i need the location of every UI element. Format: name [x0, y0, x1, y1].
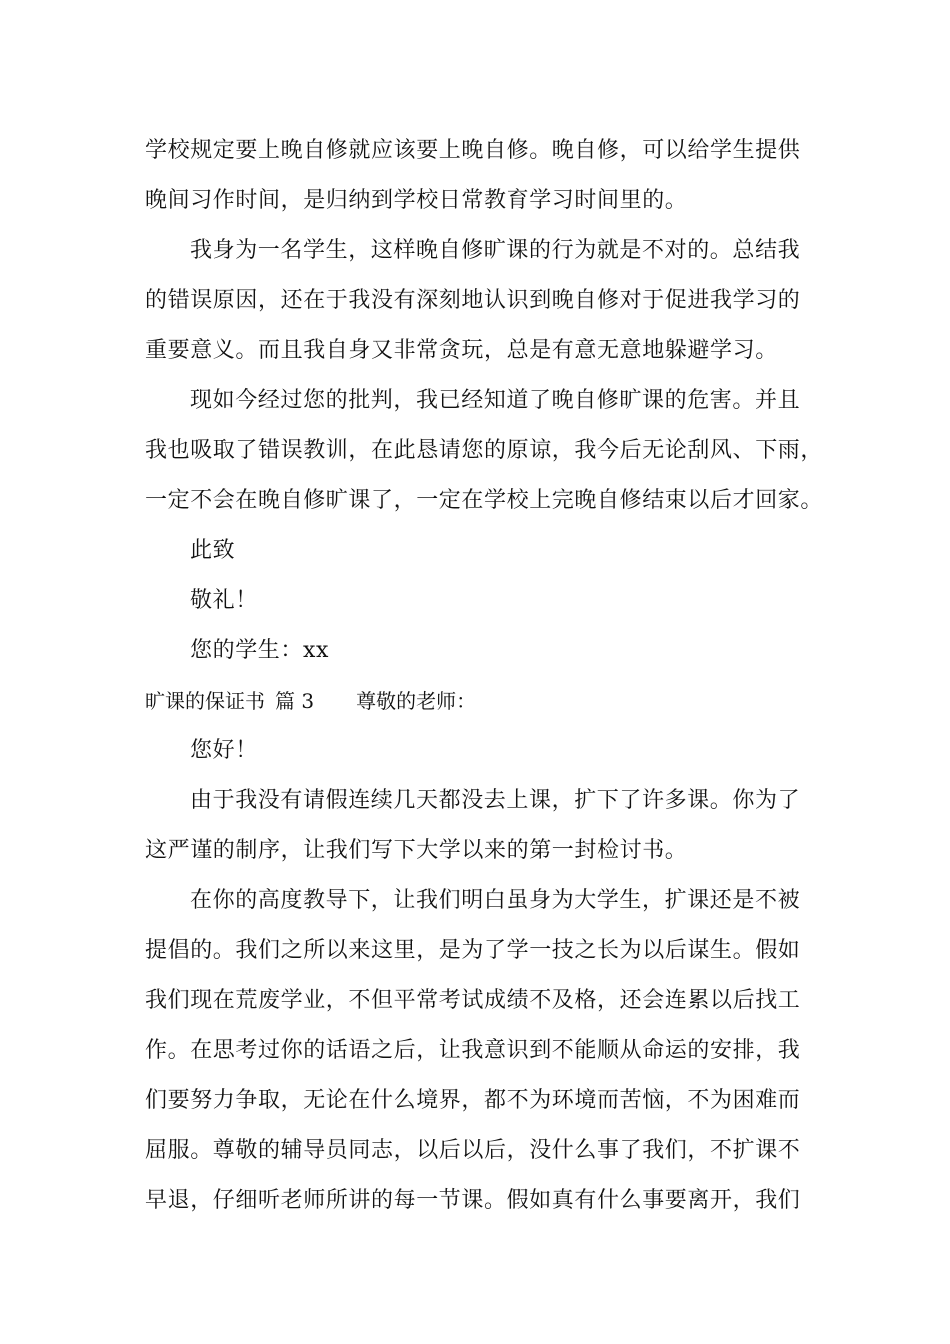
paragraph-1-line-1: 学校规定要上晚自修就应该要上晚自修。晚自修，可以给学生提供: [145, 138, 801, 163]
paragraph-5-line-6: 屈服。尊敬的辅导员同志，以后以后，没什么事了我们，不扩课不: [145, 1138, 801, 1163]
section-heading: [145, 686, 476, 716]
paragraph-5-line-4: 作。在思考过你的话语之后，让我意识到不能顺从命运的安排，我: [145, 1038, 801, 1063]
paragraph-5-line-2: 提倡的。我们之所以来这里，是为了学一技之长为以后谋生。假如: [145, 938, 801, 963]
section-number: 篇 3: [275, 689, 315, 713]
section-title: 旷课的保证书: [145, 689, 265, 713]
signature-text: 您的学生：xx: [190, 638, 330, 663]
paragraph-4-line-2: 这严谨的制序，让我们写下大学以来的第一封检讨书。: [145, 838, 688, 863]
paragraph-4-line-1: 由于我没有请假连续几天都没去上课，扩下了许多课。你为了: [190, 788, 801, 813]
paragraph-1-line-2: 晚间习作时间，是归纳到学校日常教育学习时间里的。: [145, 188, 688, 213]
paragraph-5-line-5: 们要努力争取，无论在什么境界，都不为环境而苦恼，不为困难而: [145, 1088, 801, 1113]
greeting-text: 您好！: [190, 738, 258, 763]
addressee: 尊敬的老师：: [356, 689, 477, 713]
salute-text: 敬礼！: [190, 588, 258, 613]
paragraph-3-line-2: 我也吸取了错误教训，在此恳请您的原谅，我今后无论刮风、下雨，: [145, 438, 824, 463]
paragraph-2-line-1: 我身为一名学生，这样晚自修旷课的行为就是不对的。总结我: [190, 238, 801, 263]
paragraph-3-line-1: 现如今经过您的批判，我已经知道了晚自修旷课的危害。并且: [190, 388, 801, 413]
paragraph-5-line-3: 我们现在荒废学业，不但平常考试成绩不及格，还会连累以后找工: [145, 988, 801, 1013]
paragraph-2-line-3: 重要意义。而且我自身又非常贪玩，总是有意无意地躲避学习。: [145, 338, 778, 363]
closing-text: 此致: [190, 538, 236, 563]
paragraph-5-line-1: 在你的高度教导下，让我们明白虽身为大学生，扩课还是不被: [190, 888, 801, 913]
paragraph-5-line-7: 早退，仔细听老师所讲的每一节课。假如真有什么事要离开，我们: [145, 1188, 801, 1213]
paragraph-2-line-2: 的错误原因，还在于我没有深刻地认识到晚自修对于促进我学习的: [145, 288, 801, 313]
paragraph-3-line-3: 一定不会在晚自修旷课了，一定在学校上完晚自修结束以后才回家。: [145, 488, 824, 513]
